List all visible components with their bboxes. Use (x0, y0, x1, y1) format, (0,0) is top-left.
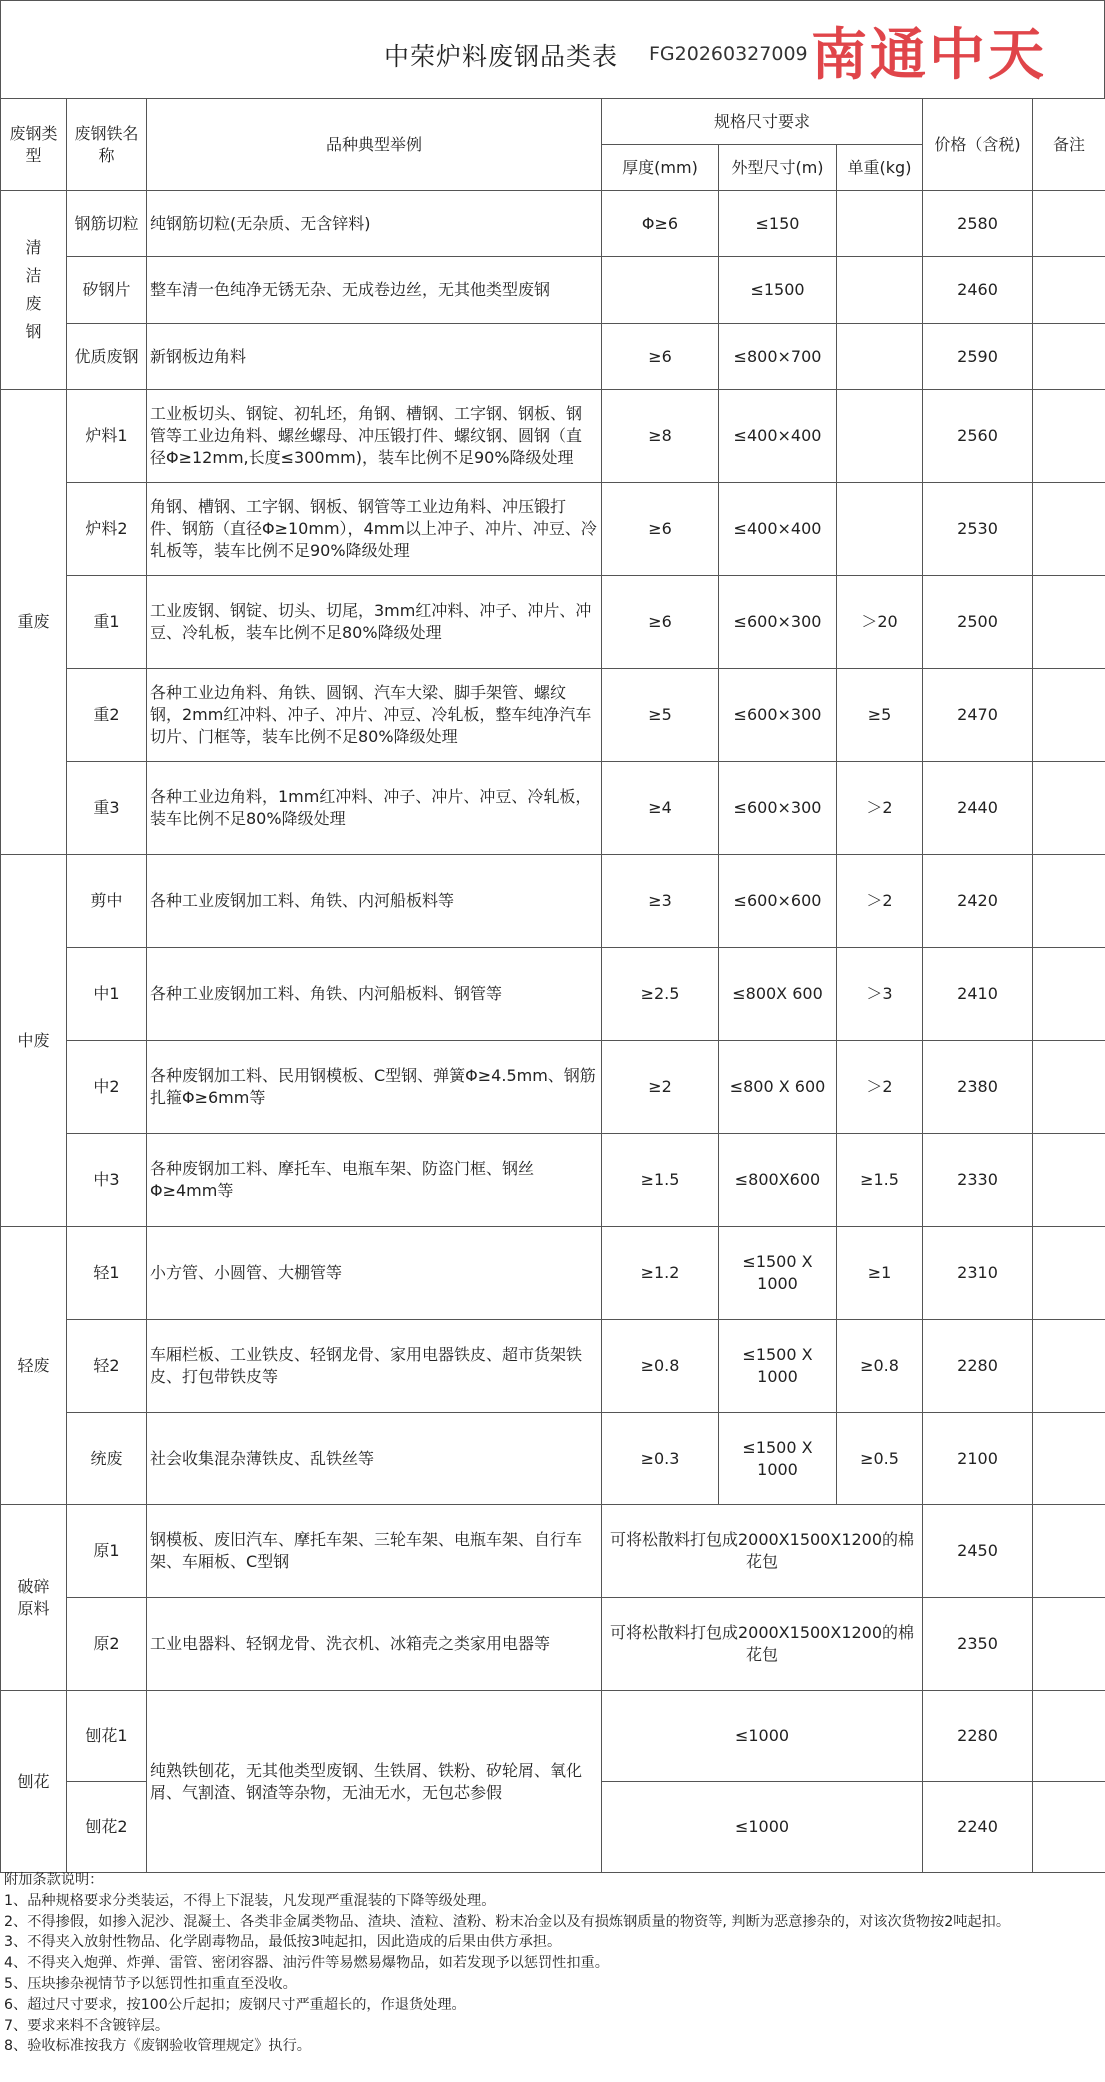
item-price: 2450 (923, 1505, 1033, 1598)
item-size: ≤600×600 (719, 855, 837, 948)
item-remark (1033, 1505, 1105, 1598)
item-name: 原2 (67, 1598, 147, 1691)
item-name: 轻1 (67, 1227, 147, 1320)
item-thickness: ≥6 (602, 483, 719, 576)
item-remark (1033, 324, 1105, 390)
item-thickness: ≥8 (602, 390, 719, 483)
item-desc: 各种工业废钢加工料、角铁、内河船板料、钢管等 (147, 948, 602, 1041)
item-remark (1033, 1227, 1105, 1320)
item-price: 2410 (923, 948, 1033, 1041)
table-row (1, 1691, 1105, 1782)
header-row (1, 99, 1105, 145)
item-remark (1033, 1598, 1105, 1691)
item-name: 中3 (67, 1134, 147, 1227)
table-row (1, 855, 1105, 948)
item-desc: 钢模板、废旧汽车、摩托车架、三轮车架、电瓶车架、自行车架、车厢板、C型钢 (147, 1505, 602, 1598)
item-name: 剪中 (67, 855, 147, 948)
table-row (1, 390, 1105, 483)
item-remark (1033, 390, 1105, 483)
item-price: 2420 (923, 855, 1033, 948)
header-remark: 备注 (1033, 99, 1105, 191)
item-name: 刨花1 (67, 1691, 147, 1782)
item-thickness: ≥2.5 (602, 948, 719, 1041)
item-price: 2470 (923, 669, 1033, 762)
note-line: 7、要求来料不含镀锌层。 (4, 2017, 170, 2034)
price-table-body (1, 99, 1105, 1873)
table-row (1, 1505, 1105, 1598)
group-cell-crushed: 破碎原料 (1, 1505, 67, 1691)
item-name: 重1 (67, 576, 147, 669)
item-price: 2530 (923, 483, 1033, 576)
table-row (1, 669, 1105, 762)
item-remark (1033, 1320, 1105, 1413)
item-thickness: ≥1.2 (602, 1227, 719, 1320)
price-table (0, 98, 1105, 1873)
item-size: ≤600×300 (719, 669, 837, 762)
item-size: ≤800X 600 (719, 948, 837, 1041)
item-thickness: ≥0.8 (602, 1320, 719, 1413)
table-row (1, 762, 1105, 855)
item-desc: 工业废钢、钢锭、切头、切尾，3mm红冲料、冲子、冲片、冲豆、冷轧板，装车比例不足80%降级处理 (147, 576, 602, 669)
item-desc: 各种工业废钢加工料、角铁、内河船板料等 (147, 855, 602, 948)
group-cell-medium: 中废 (1, 855, 67, 1227)
group-cell-shaving: 刨花 (1, 1691, 67, 1873)
item-desc: 纯熟铁刨花，无其他类型废钢、生铁屑、铁粉、矽轮屑、氧化屑、气割渣、钢渣等杂物，无油无水，无包芯参假 (147, 1691, 602, 1873)
item-name: 统废 (67, 1413, 147, 1505)
item-spec: 可将松散料打包成2000X1500X1200的棉花包 (602, 1505, 923, 1598)
item-remark (1033, 483, 1105, 576)
item-weight: ≥1.5 (837, 1134, 923, 1227)
note-line: 6、超过尺寸要求，按100公斤起扣；废钢尺寸严重超长的，作退货处理。 (4, 1996, 466, 2013)
item-name: 原1 (67, 1505, 147, 1598)
item-price: 2310 (923, 1227, 1033, 1320)
item-size: ≤800 X 600 (719, 1041, 837, 1134)
item-size: ≤800X600 (719, 1134, 837, 1227)
item-name: 中2 (67, 1041, 147, 1134)
item-weight: ≥0.5 (837, 1413, 923, 1505)
item-size: ≤400×400 (719, 390, 837, 483)
item-name: 重2 (67, 669, 147, 762)
table-row (1, 257, 1105, 324)
item-size: ≤1500 X 1000 (719, 1227, 837, 1320)
note-line: 3、不得夹入放射性物品、化学剧毒物品，最低按3吨起扣，因此造成的后果由供方承担。 (4, 1934, 562, 1951)
item-name: 优质废钢 (67, 324, 147, 390)
item-remark (1033, 669, 1105, 762)
note-line: 5、压块掺杂视情节予以惩罚性扣重直至没收。 (4, 1975, 297, 1992)
item-weight: ＞20 (837, 576, 923, 669)
item-desc: 社会收集混杂薄铁皮、乱铁丝等 (147, 1413, 602, 1505)
item-thickness: ≥6 (602, 324, 719, 390)
group-cell-clean: 清洁废钢 (1, 191, 67, 390)
item-desc: 各种工业边角料、角铁、圆钢、汽车大梁、脚手架管、螺纹钢，2mm红冲料、冲子、冲片、冲豆、冷轧板，整车纯净汽车切片、门框等，装车比例不足80%降级处理 (147, 669, 602, 762)
item-size: ≤800×700 (719, 324, 837, 390)
item-price: 2350 (923, 1598, 1033, 1691)
item-remark (1033, 257, 1105, 324)
item-price: 2500 (923, 576, 1033, 669)
table-row (1, 1041, 1105, 1134)
item-thickness: Φ≥6 (602, 191, 719, 257)
table-row (1, 324, 1105, 390)
item-name: 中1 (67, 948, 147, 1041)
item-thickness: ≥0.3 (602, 1413, 719, 1505)
item-weight: ≥1 (837, 1227, 923, 1320)
item-size: ≤400×400 (719, 483, 837, 576)
table-row (1, 1413, 1105, 1505)
item-name: 炉料2 (67, 483, 147, 576)
item-size: ≤1500 (719, 257, 837, 324)
page-title: 中荣炉料废钢品类表 (384, 42, 619, 71)
note-line: 1、品种规格要求分类装运，不得上下混装，凡发现严重混装的下降等级处理。 (4, 1892, 496, 1909)
header-name: 废钢铁名称 (67, 99, 147, 191)
header-size: 外型尺寸(m) (719, 145, 837, 191)
item-remark (1033, 1782, 1105, 1873)
item-weight: ≥5 (837, 669, 923, 762)
item-spec: 可将松散料打包成2000X1500X1200的棉花包 (602, 1598, 923, 1691)
item-weight: ＞2 (837, 855, 923, 948)
table-row (1, 191, 1105, 257)
item-desc: 工业板切头、钢锭、初轧坯，角钢、槽钢、工字钢、钢板、钢管等工业边角料、螺丝螺母、冲压锻打件、螺纹钢、圆钢（直径Φ≥12mm,长度≤300mm)，装车比例不足90%降级处理 (147, 390, 602, 483)
item-weight (837, 324, 923, 390)
item-thickness (602, 257, 719, 324)
item-weight (837, 483, 923, 576)
item-remark (1033, 1691, 1105, 1782)
item-price: 2590 (923, 324, 1033, 390)
item-price: 2440 (923, 762, 1033, 855)
note-line: 附加条款说明： (4, 1872, 104, 1888)
item-remark (1033, 191, 1105, 257)
item-name: 刨花2 (67, 1782, 147, 1873)
item-weight: ＞3 (837, 948, 923, 1041)
table-row (1, 1227, 1105, 1320)
table-row (1, 1598, 1105, 1691)
item-name: 钢筋切粒 (67, 191, 147, 257)
item-thickness: ≥5 (602, 669, 719, 762)
item-desc: 纯钢筋切粒(无杂质、无含锌料) (147, 191, 602, 257)
item-spec: ≤1000 (602, 1782, 923, 1873)
group-cell-heavy: 重废 (1, 390, 67, 855)
item-price: 2380 (923, 1041, 1033, 1134)
item-thickness: ≥4 (602, 762, 719, 855)
table-row (1, 948, 1105, 1041)
item-thickness: ≥6 (602, 576, 719, 669)
item-price: 2280 (923, 1691, 1033, 1782)
item-remark (1033, 576, 1105, 669)
item-price: 2560 (923, 390, 1033, 483)
item-name: 矽钢片 (67, 257, 147, 324)
item-remark (1033, 1413, 1105, 1505)
table-row (1, 576, 1105, 669)
item-price: 2460 (923, 257, 1033, 324)
item-price: 2280 (923, 1320, 1033, 1413)
item-size: ≤1500 X 1000 (719, 1413, 837, 1505)
header-price: 价格（含税) (923, 99, 1033, 191)
item-remark (1033, 1134, 1105, 1227)
item-desc: 小方管、小圆管、大棚管等 (147, 1227, 602, 1320)
table-row (1, 1320, 1105, 1413)
item-name: 重3 (67, 762, 147, 855)
item-size: ≤150 (719, 191, 837, 257)
item-remark (1033, 762, 1105, 855)
item-desc: 各种废钢加工料、民用钢模板、C型钢、弹簧Φ≥4.5mm、钢筋扎箍Φ≥6mm等 (147, 1041, 602, 1134)
item-price: 2100 (923, 1413, 1033, 1505)
document-code: FG20260327009 (649, 43, 808, 65)
item-weight: ≥0.8 (837, 1320, 923, 1413)
item-remark (1033, 1041, 1105, 1134)
item-size: ≤600×300 (719, 576, 837, 669)
brand-logo-text: 南通中天 (811, 23, 1047, 88)
item-weight: ＞2 (837, 762, 923, 855)
header-weight: 单重(kg) (837, 145, 923, 191)
item-size: ≤600×300 (719, 762, 837, 855)
group-cell-light: 轻废 (1, 1227, 67, 1505)
header-spec: 规格尺寸要求 (602, 99, 923, 145)
item-name: 炉料1 (67, 390, 147, 483)
item-desc: 车厢栏板、工业铁皮、轻钢龙骨、家用电器铁皮、超市货架铁皮、打包带铁皮等 (147, 1320, 602, 1413)
title-bar (0, 0, 1105, 98)
item-remark (1033, 948, 1105, 1041)
item-weight (837, 390, 923, 483)
item-remark (1033, 855, 1105, 948)
item-thickness: ≥1.5 (602, 1134, 719, 1227)
header-thickness: 厚度(mm) (602, 145, 719, 191)
item-size: ≤1500 X 1000 (719, 1320, 837, 1413)
item-desc: 角钢、槽钢、工字钢、钢板、钢管等工业边角料、冲压锻打件、钢筋（直径Φ≥10mm），4mm以上冲子、冲片、冲豆、冷轧板等，装车比例不足90%降级处理 (147, 483, 602, 576)
note-line: 2、不得掺假，如掺入泥沙、混凝土、各类非金属类物品、渣块、渣粒、渣粉、粉末冶金以及有损炼钢质量的物资等, 判断为恶意掺杂的，对该次货物按2吨起扣。 (4, 1913, 1011, 1930)
item-desc: 工业电器料、轻钢龙骨、洗衣机、冰箱壳之类家用电器等 (147, 1598, 602, 1691)
item-price: 2240 (923, 1782, 1033, 1873)
item-thickness: ≥2 (602, 1041, 719, 1134)
item-name: 轻2 (67, 1320, 147, 1413)
item-spec: ≤1000 (602, 1691, 923, 1782)
item-price: 2330 (923, 1134, 1033, 1227)
header-type: 废钢类型 (1, 99, 67, 191)
table-row (1, 1134, 1105, 1227)
item-price: 2580 (923, 191, 1033, 257)
notes-section (4, 1870, 1099, 2057)
header-example: 品种典型举例 (147, 99, 602, 191)
item-desc: 各种废钢加工料、摩托车、电瓶车架、防盗门框、钢丝Φ≥4mm等 (147, 1134, 602, 1227)
item-weight (837, 257, 923, 324)
item-desc: 各种工业边角料，1mm红冲料、冲子、冲片、冲豆、冷轧板，装车比例不足80%降级处理 (147, 762, 602, 855)
note-line: 4、不得夹入炮弹、炸弹、雷管、密闭容器、油污件等易燃易爆物品，如若发现予以惩罚性扣重。 (4, 1955, 609, 1972)
table-row (1, 483, 1105, 576)
item-desc: 新钢板边角料 (147, 324, 602, 390)
item-thickness: ≥3 (602, 855, 719, 948)
note-line: 8、验收标准按我方《废钢验收管理规定》执行。 (4, 2038, 311, 2055)
item-desc: 整车清一色纯净无锈无杂、无成卷边丝，无其他类型废钢 (147, 257, 602, 324)
item-weight: ＞2 (837, 1041, 923, 1134)
item-weight (837, 191, 923, 257)
